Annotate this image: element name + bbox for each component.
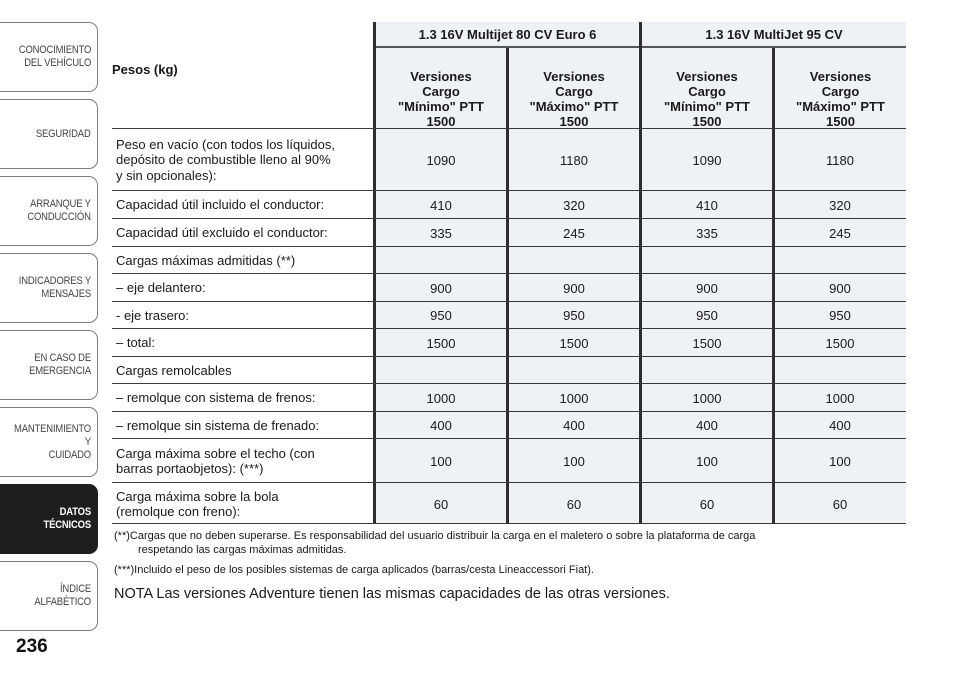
row-value: 245	[829, 225, 851, 241]
table-row	[112, 273, 906, 302]
row-value: 100	[829, 453, 851, 469]
tab-indice-alfabetico[interactable]	[0, 561, 98, 631]
tab-label: ARRANQUE Y CONDUCCIÓN	[27, 198, 91, 223]
row-value: 335	[430, 225, 452, 241]
table-bottom-rule	[112, 523, 906, 524]
row-value: 400	[829, 418, 851, 433]
engine-header-95cv: 1.3 16V MultiJet 95 CV	[642, 22, 906, 48]
row-label: Carga máxima sobre el techo (con barras portaobjetos): (***)	[116, 445, 315, 476]
row-value: 1000	[559, 390, 589, 406]
row-value: 400	[430, 418, 452, 433]
row-value: 60	[699, 496, 715, 512]
tab-en-caso-de-emergencia[interactable]	[0, 330, 98, 400]
row-value: 950	[430, 308, 452, 323]
row-label: – remolque sin sistema de frenado:	[116, 417, 320, 433]
row-label: Capacidad útil excluido el conductor:	[116, 225, 328, 241]
row-value: 1000	[426, 390, 456, 406]
tab-indicadores-y-mensajes[interactable]	[0, 253, 98, 323]
row-value: 60	[566, 496, 582, 512]
row-value: 1090	[692, 152, 722, 168]
table-row	[112, 301, 906, 329]
row-value: 900	[696, 280, 718, 296]
version-header: Versiones Cargo "Máximo" PTT 1500	[529, 69, 619, 129]
tab-label: EN CASO DE EMERGENCIA	[29, 352, 91, 377]
footnote-double-asterisk: (**)Cargas que no deben superarse. Es responsabilidad del usuario distribuir la carga en el maletero o sobre la plataforma de carga	[114, 530, 756, 542]
tab-mantenimiento-y-cuidado[interactable]	[0, 407, 98, 477]
row-value: 950	[829, 308, 851, 323]
row-value: 335	[696, 225, 718, 241]
row-value: 1000	[825, 390, 855, 406]
row-label: Carga máxima sobre la bola (remolque con freno):	[116, 488, 279, 519]
row-value: 900	[829, 280, 851, 296]
row-label: Peso en vacío (con todos los líquidos, depósito de combustible lleno al 90% y sin opcionales):	[116, 136, 335, 183]
page-number: 236	[16, 636, 48, 657]
row-label: Cargas máximas admitidas (**)	[116, 252, 296, 268]
table-row	[112, 328, 906, 357]
version-header: Versiones Cargo "Mínimo" PTT 1500	[398, 69, 484, 129]
row-value: 1500	[426, 335, 456, 351]
table-row	[112, 356, 906, 384]
version-header: Versiones Cargo "Máximo" PTT 1500	[796, 69, 885, 129]
footnote-double-asterisk-cont: respetando las cargas máximas admitidas.	[138, 544, 347, 556]
tab-label: INDICADORES Y MENSAJES	[18, 275, 91, 300]
row-label: - eje trasero:	[116, 307, 189, 323]
row-value: 60	[832, 496, 848, 512]
row-value: 100	[563, 453, 585, 469]
table-row	[112, 190, 906, 219]
row-value: 410	[430, 197, 452, 213]
table-row	[112, 246, 906, 274]
row-value: 950	[696, 308, 718, 323]
tab-label: CONOCIMIENTO DEL VEHÍCULO	[18, 44, 91, 69]
tab-label: DATOS TÉCNICOS	[43, 506, 91, 531]
tab-label: ÍNDICE ALFABÉTICO	[34, 583, 91, 608]
row-value: 400	[563, 418, 585, 433]
row-header-pesos: Pesos (kg)	[112, 62, 178, 77]
table-row	[112, 383, 906, 412]
row-value: 410	[696, 197, 718, 213]
row-label: – remolque con sistema de frenos:	[116, 390, 316, 406]
row-value: 1180	[560, 152, 588, 168]
footnote-triple-asterisk: (***)Incluido el peso de los posibles sistemas de carga aplicados (barras/cesta Lineaccessori Fiat).	[114, 564, 594, 576]
tab-arranque-y-conduccion[interactable]	[0, 176, 98, 246]
tab-seguridad[interactable]	[0, 99, 98, 169]
table-row	[112, 438, 906, 483]
tab-datos-tecnicos[interactable]	[0, 484, 98, 554]
table-row	[112, 482, 906, 525]
adventure-note: NOTA Las versiones Adventure tienen las mismas capacidades de las otras versiones.	[114, 586, 670, 602]
row-value: 950	[563, 308, 585, 323]
row-label: – eje delantero:	[116, 280, 206, 296]
row-label: Cargas remolcables	[116, 362, 232, 378]
tab-label: SEGURIDAD	[36, 127, 91, 140]
tab-conocimiento-del-vehiculo[interactable]	[0, 22, 98, 92]
engine-header-80cv: 1.3 16V Multijet 80 CV Euro 6	[376, 22, 639, 48]
row-value: 1090	[426, 152, 456, 168]
row-value: 100	[696, 453, 718, 469]
row-label: – total:	[116, 335, 156, 351]
version-header: Versiones Cargo "Mínimo" PTT 1500	[664, 69, 750, 129]
row-value: 1500	[825, 335, 855, 351]
row-label: Capacidad útil incluido el conductor:	[116, 197, 325, 213]
row-value: 60	[433, 496, 449, 512]
row-value: 1180	[826, 152, 854, 168]
row-value: 900	[430, 280, 452, 296]
row-value: 400	[696, 418, 718, 433]
row-value: 245	[563, 225, 585, 241]
row-value: 1500	[559, 335, 589, 351]
row-value: 1000	[692, 390, 722, 406]
table-row	[112, 128, 906, 191]
row-value: 320	[829, 197, 851, 213]
table-row	[112, 218, 906, 247]
table-row	[112, 411, 906, 439]
tab-label: MANTENIMIENTO Y CUIDADO	[14, 422, 92, 461]
row-value: 320	[563, 197, 585, 213]
row-value: 100	[430, 453, 452, 469]
row-value: 900	[563, 280, 585, 296]
row-value: 1500	[692, 335, 722, 351]
